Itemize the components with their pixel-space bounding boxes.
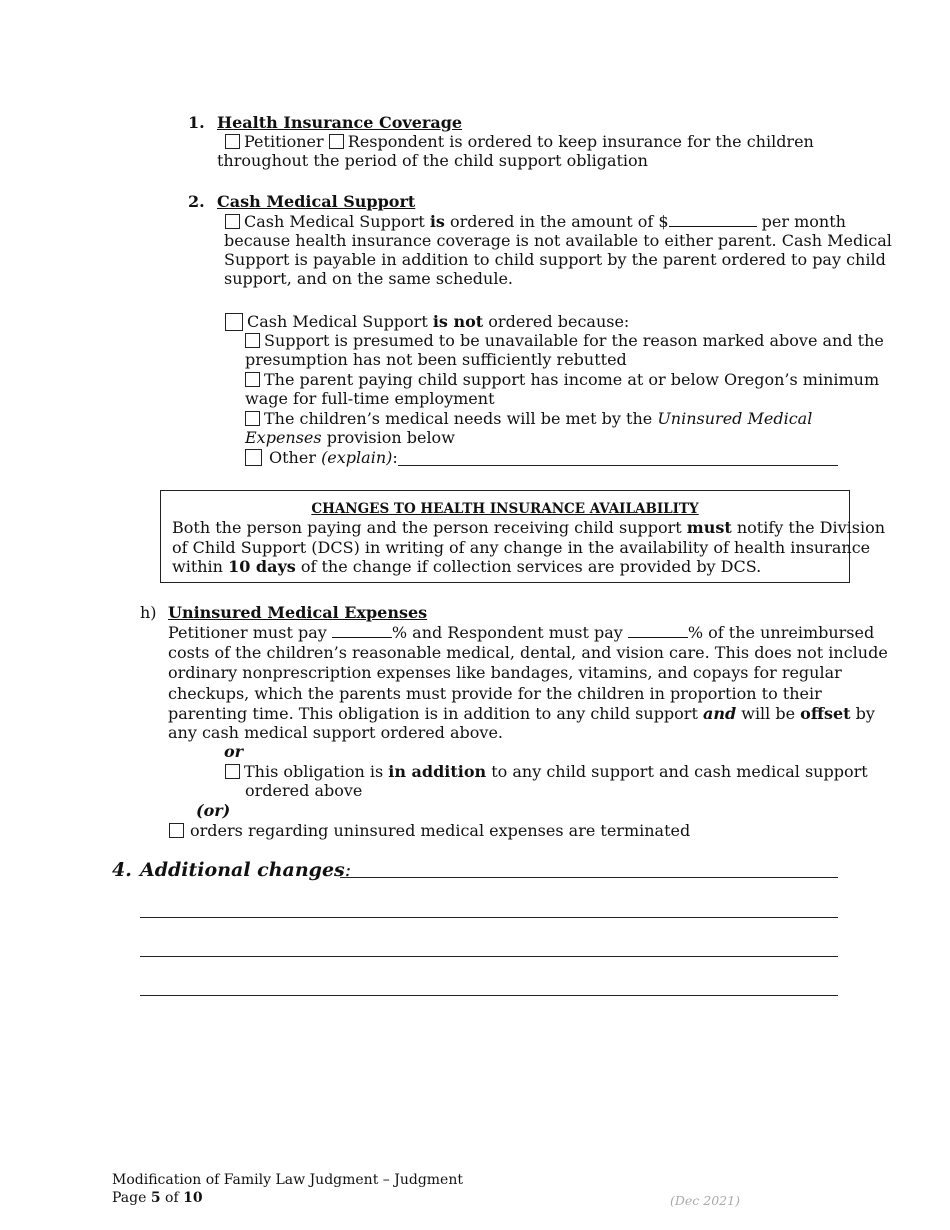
section-2-line-2: because health insurance coverage is not available to either parent. Cash Medical xyxy=(224,231,892,250)
section-h-line-5: parenting time. This obligation is in addition to any child support and will be offset by xyxy=(168,704,875,723)
cash-medical-is-ordered-checkbox[interactable] xyxy=(225,214,240,229)
notice-line-2: of Child Support (DCS) in writing of any change in the availability of health insurance xyxy=(172,538,871,557)
reason-min-wage-cont: wage for full-time employment xyxy=(245,389,495,408)
cash-medical-is-ordered-line: Cash Medical Support is ordered in the amount of $ per month xyxy=(225,212,846,232)
section-h-line-3: ordinary nonprescription expenses like bandages, vitamins, and copays for regular xyxy=(168,663,842,682)
section-4-number: 4. xyxy=(112,859,132,881)
notice-line-3: within 10 days of the change if collection services are provided by DCS. xyxy=(172,557,762,576)
section-1-line-2: throughout the period of the child support obligation xyxy=(217,151,648,170)
footer-title: Modification of Family Law Judgment – Judgment xyxy=(112,1172,463,1188)
cash-medical-not-ordered-checkbox[interactable] xyxy=(225,313,243,331)
reason-uninsured-cont: Expenses provision below xyxy=(245,428,455,447)
petitioner-percent-field[interactable] xyxy=(332,623,392,638)
reason-presumed-line: Support is presumed to be unavailable for the reason marked above and the xyxy=(245,331,884,351)
respondent-percent-field[interactable] xyxy=(628,623,688,638)
additional-changes-field-4[interactable] xyxy=(140,995,838,996)
reason-uninsured-checkbox[interactable] xyxy=(245,411,260,426)
reason-presumed-cont: presumption has not been sufficiently rebutted xyxy=(245,350,627,369)
reason-other-line: Other (explain): xyxy=(245,448,398,468)
reason-presumed-checkbox[interactable] xyxy=(245,333,260,348)
cash-medical-amount-field[interactable] xyxy=(669,212,757,227)
section-2-number: 2. xyxy=(188,192,205,211)
reason-min-wage-line: The parent paying child support has income at or below Oregon’s minimum xyxy=(245,370,879,390)
section-h-line-2: costs of the children’s reasonable medical, dental, and vision care. This does not include xyxy=(168,643,888,662)
section-h-label: h) xyxy=(140,603,157,622)
section-4-heading: Additional changes: xyxy=(140,859,352,881)
section-1-heading: Health Insurance Coverage xyxy=(217,113,463,132)
respondent-checkbox[interactable] xyxy=(329,134,344,149)
section-2-line-3: Support is payable in addition to child support by the parent ordered to pay child xyxy=(224,250,886,269)
section-h-line-6: any cash medical support ordered above. xyxy=(168,723,504,742)
terminated-checkbox[interactable] xyxy=(169,823,184,838)
other-explain-field[interactable] xyxy=(398,465,838,466)
additional-changes-field-2[interactable] xyxy=(140,917,838,918)
section-2-heading: Cash Medical Support xyxy=(217,192,416,211)
in-addition-checkbox[interactable] xyxy=(225,764,240,779)
notice-title: CHANGES TO HEALTH INSURANCE AVAILABILITY xyxy=(311,501,699,517)
additional-changes-field-1[interactable] xyxy=(340,877,838,878)
section-h-line-4: checkups, which the parents must provide for the children in proportion to their xyxy=(168,684,822,703)
cash-medical-not-ordered-line: Cash Medical Support is not ordered because: xyxy=(225,312,629,332)
additional-changes-field-3[interactable] xyxy=(140,956,838,957)
terminated-line: orders regarding uninsured medical expenses are terminated xyxy=(169,821,690,841)
section-h-line-1: Petitioner must pay % and Respondent must pay % of the unreimbursed xyxy=(168,623,875,642)
section-1-number: 1. xyxy=(188,113,205,132)
section-1-line-1 xyxy=(225,132,814,152)
section-2-line-4: support, and on the same schedule. xyxy=(224,269,514,288)
or-label: or xyxy=(224,742,244,761)
or-paren-label: (or) xyxy=(196,801,231,820)
respondent-label: Respondent is ordered to keep insurance for the children xyxy=(347,132,814,151)
footer-page-number: Page 5 of 10 xyxy=(112,1190,203,1206)
notice-line-1: Both the person paying and the person receiving child support must notify the Division xyxy=(172,518,886,537)
reason-uninsured-line: The children’s medical needs will be met by the Uninsured Medical xyxy=(245,409,812,429)
reason-min-wage-checkbox[interactable] xyxy=(245,372,260,387)
in-addition-cont: ordered above xyxy=(245,781,363,800)
section-h-heading: Uninsured Medical Expenses xyxy=(168,603,428,622)
reason-other-checkbox[interactable] xyxy=(245,449,262,466)
footer-revision-date: (Dec 2021) xyxy=(670,1193,740,1208)
petitioner-label: Petitioner xyxy=(244,132,324,151)
petitioner-checkbox[interactable] xyxy=(225,134,240,149)
in-addition-line: This obligation is in addition to any child support and cash medical support xyxy=(225,762,868,782)
